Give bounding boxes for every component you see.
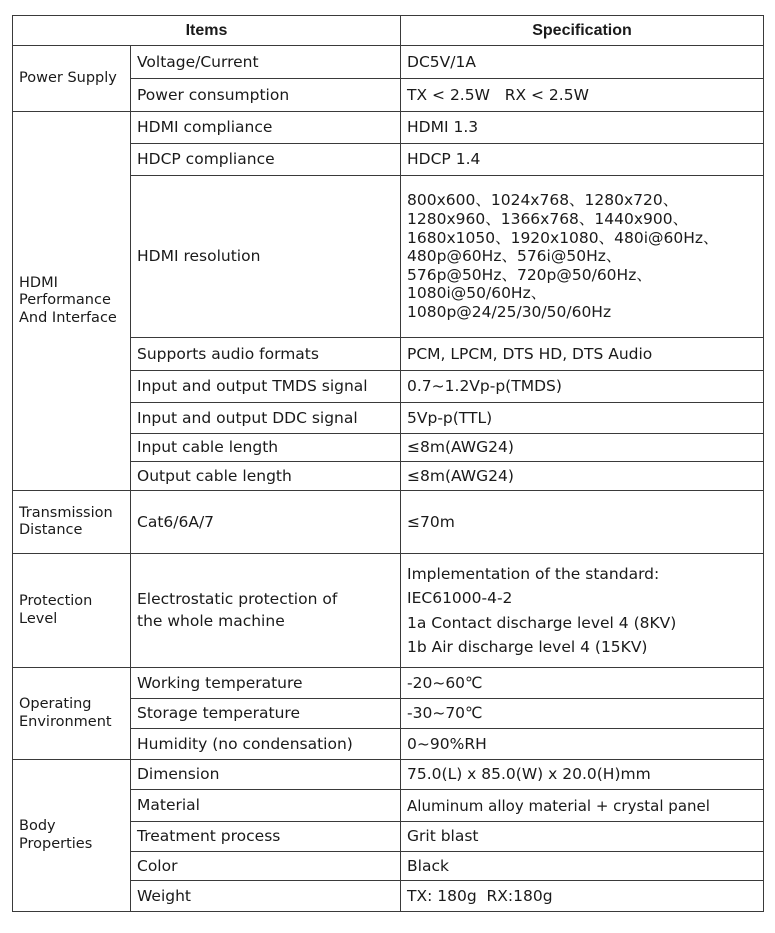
- table-row: [13, 668, 764, 699]
- category-hdmi: [13, 112, 131, 491]
- spec-line: 1a Contact discharge level 4 (8KV): [407, 613, 677, 632]
- item-cell: Input cable length: [131, 434, 401, 462]
- resolution-line: 480p@60Hz、576i@50Hz、: [407, 247, 622, 266]
- spec-line: Implementation of the standard:: [407, 565, 660, 584]
- spec-cell: Aluminum alloy material + crystal panel: [401, 790, 764, 822]
- category-line: Body: [19, 818, 56, 835]
- item-cell: Treatment process: [131, 822, 401, 852]
- item-cell: [131, 554, 401, 668]
- spec-line: 1b Air discharge level 4 (15KV): [407, 637, 648, 656]
- table-row: [13, 112, 764, 144]
- category-operating: [13, 668, 131, 760]
- item-cell: Cat6/6A/7: [131, 491, 401, 554]
- spec-line: IEC61000-4-2: [407, 589, 513, 608]
- spec-cell: DC5V/1A: [401, 46, 764, 79]
- spec-cell: TX < 2.5W RX < 2.5W: [401, 79, 764, 112]
- category-line: Transmission: [19, 504, 113, 521]
- spec-cell: 75.0(L) x 85.0(W) x 20.0(H)mm: [401, 760, 764, 790]
- item-cell: Color: [131, 852, 401, 881]
- category-body: [13, 760, 131, 912]
- resolution-list: [401, 176, 764, 338]
- spec-cell: 0.7~1.2Vp-p(TMDS): [401, 371, 764, 403]
- spec-cell: ≤8m(AWG24): [401, 434, 764, 462]
- category-line: Level: [19, 610, 58, 627]
- category-line: Operating: [19, 696, 92, 713]
- resolution-line: 1080i@50/60Hz、: [407, 284, 547, 303]
- spec-cell: 0~90%RH: [401, 729, 764, 760]
- spec-cell: -30~70℃: [401, 699, 764, 729]
- resolution-line: 800x600、1024x768、1280x720、: [407, 191, 679, 210]
- category-line: Distance: [19, 522, 83, 538]
- spec-cell: PCM, LPCM, DTS HD, DTS Audio: [401, 338, 764, 371]
- spec-cell: HDMI 1.3: [401, 112, 764, 144]
- item-line: the whole machine: [137, 611, 285, 630]
- header-specification: Specification: [401, 16, 764, 46]
- category-power-supply: Power Supply: [13, 46, 131, 112]
- item-cell: Input and output DDC signal: [131, 403, 401, 434]
- table-row: [13, 46, 764, 79]
- resolution-line: 1280x960、1366x768、1440x900、: [407, 210, 689, 229]
- category-line: Properties: [19, 835, 93, 852]
- spec-cell: TX: 180g RX:180g: [401, 881, 764, 912]
- category-line: Performance: [19, 292, 111, 309]
- item-cell: HDCP compliance: [131, 144, 401, 176]
- item-cell: Input and output TMDS signal: [131, 371, 401, 403]
- item-cell: HDMI resolution: [131, 176, 401, 338]
- item-cell: Supports audio formats: [131, 338, 401, 371]
- item-cell: Power consumption: [131, 79, 401, 112]
- table-row: [13, 491, 764, 554]
- category-line: Protection: [19, 593, 93, 610]
- spec-cell: 5Vp-p(TTL): [401, 403, 764, 434]
- resolution-line: 1080p@24/25/30/50/60Hz: [407, 302, 612, 321]
- spec-cell: ≤8m(AWG24): [401, 462, 764, 491]
- specification-table: [12, 15, 764, 912]
- header-items: Items: [13, 16, 401, 46]
- table-row: [13, 554, 764, 668]
- protection-spec: [401, 554, 764, 668]
- spec-cell: -20~60℃: [401, 668, 764, 699]
- category-line: HDMI: [19, 274, 58, 291]
- item-cell: Working temperature: [131, 668, 401, 699]
- item-cell: Weight: [131, 881, 401, 912]
- table-row: [13, 760, 764, 790]
- item-cell: Output cable length: [131, 462, 401, 491]
- item-cell: Voltage/Current: [131, 46, 401, 79]
- item-cell: Humidity (no condensation): [131, 729, 401, 760]
- resolution-line: 576p@50Hz、720p@50/60Hz、: [407, 265, 652, 284]
- spec-cell: Grit blast: [401, 822, 764, 852]
- spec-cell: ≤70m: [401, 491, 764, 554]
- resolution-line: 1680x1050、1920x1080、480i@60Hz、: [407, 228, 719, 247]
- item-cell: Storage temperature: [131, 699, 401, 729]
- item-cell: Dimension: [131, 760, 401, 790]
- category-protection: [13, 554, 131, 668]
- category-transmission: [13, 491, 131, 554]
- category-line: Environment: [19, 713, 112, 730]
- table-header-row: [13, 16, 764, 46]
- item-line: Electrostatic protection of: [137, 589, 338, 608]
- category-line: And Interface: [19, 309, 117, 326]
- spec-cell: Black: [401, 852, 764, 881]
- spec-cell: HDCP 1.4: [401, 144, 764, 176]
- item-cell: HDMI compliance: [131, 112, 401, 144]
- item-cell: Material: [131, 790, 401, 822]
